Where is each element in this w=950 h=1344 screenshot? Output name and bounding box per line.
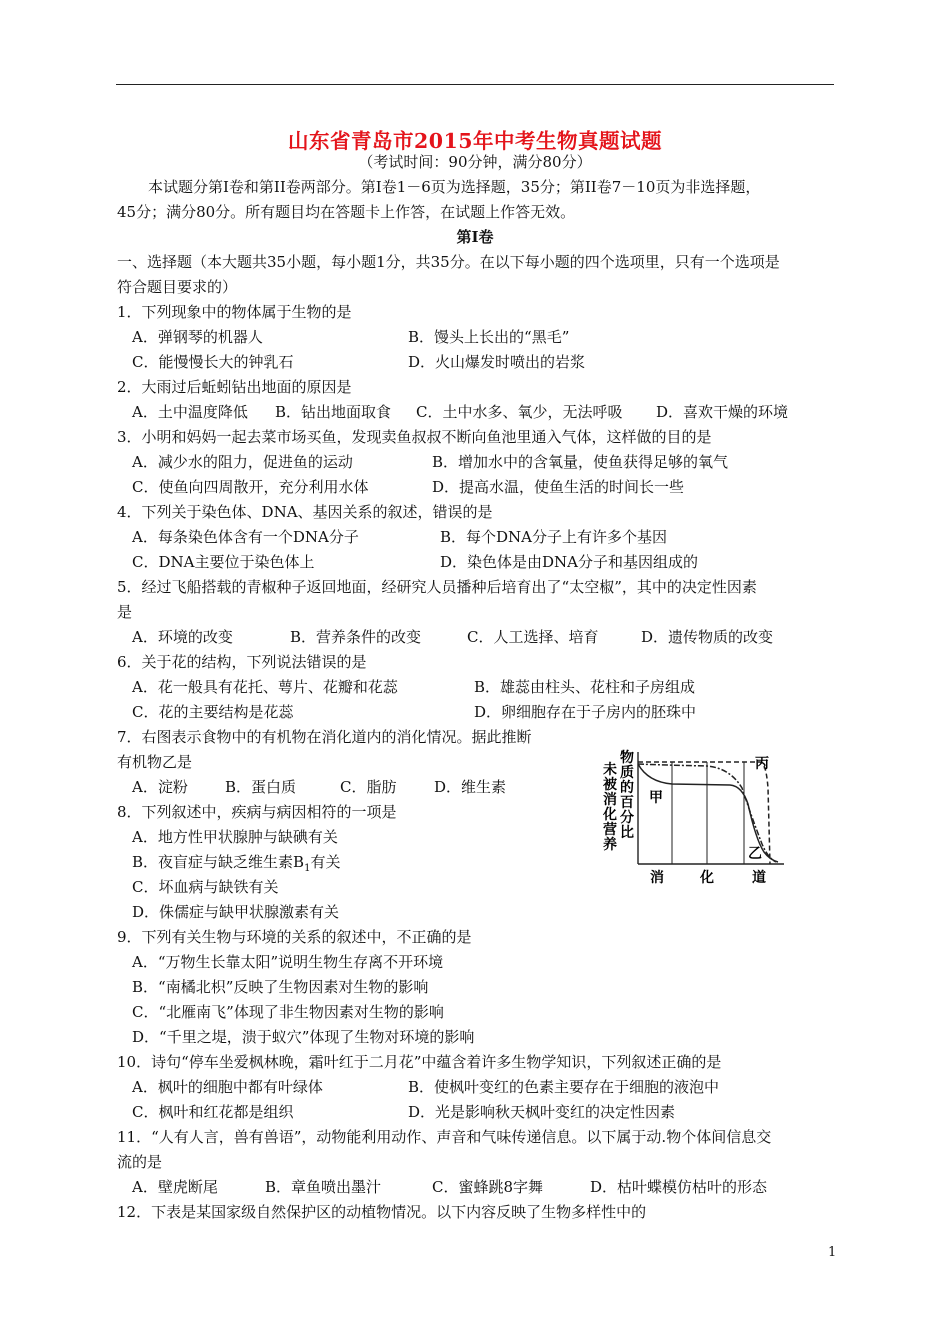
- ylabel-col1-chars: [602, 761, 618, 853]
- q5-option-d: D．遗传物质的改变: [641, 628, 774, 646]
- q10-option-a: A．枫叶的细胞中都有叶绿体: [132, 1078, 323, 1096]
- q1-stem: 1．下列现象中的物体属于生物的是: [117, 303, 352, 321]
- q3-option-b: B．增加水中的含氧量，使鱼获得足够的氧气: [432, 453, 729, 471]
- q5-stem-1: 5．经过飞船搭载的青椒种子返回地面，经研究人员播种后培育出了“太空椒”，其中的决定性因素: [117, 578, 757, 596]
- ycol1-char: 营: [603, 822, 617, 838]
- q5-stem-2: 是: [117, 603, 133, 621]
- q9-option-d: D．“千里之堤，溃于蚁穴”体现了生物对环境的影响: [132, 1028, 475, 1046]
- q1-option-d: D．火山爆发时喷出的岩浆: [408, 353, 586, 371]
- ycol2-char: 百: [620, 795, 634, 811]
- q7-option-d: D．维生素: [434, 778, 507, 796]
- page-number: 1: [828, 1245, 837, 1260]
- q11-option-b: B．章鱼喷出墨汁: [265, 1178, 382, 1196]
- q2-option-d: D．喜欢干燥的环境: [656, 403, 789, 421]
- q3-option-d: D．提高水温，使鱼生活的时间长一些: [432, 478, 685, 496]
- ylabel-col2-chars: [620, 749, 634, 841]
- q9-stem: 9．下列有关生物与环境的关系的叙述中，不正确的是: [117, 928, 472, 946]
- q11-option-c: C．蜜蜂跳8字舞: [432, 1178, 544, 1196]
- q10-option-b: B．使枫叶变红的色素主要存在于细胞的液泡中: [408, 1078, 720, 1096]
- q4-option-a: A．每条染色体含有一个DNA分子: [132, 528, 359, 546]
- ycol1-char: 化: [603, 807, 617, 823]
- section-heading: 第Ⅰ卷: [456, 228, 494, 246]
- exam-title: 山东省青岛市2015年中考生物真题试题: [287, 129, 663, 153]
- header-rule: [116, 84, 834, 85]
- q11-option-d: D．枯叶蝶模仿枯叶的形态: [590, 1178, 768, 1196]
- q9-option-a: A．“万物生长靠太阳”说明生物生存离不开环境: [132, 953, 444, 971]
- ycol1-char: 未: [603, 762, 617, 778]
- label-yi: 乙: [748, 846, 762, 862]
- part-instruction-1: 一、选择题（本大题共35小题，每小题1分，共35分。在以下每小题的四个选项里，只有一个选项是: [117, 253, 780, 271]
- q11-stem-2: 流的是: [117, 1153, 163, 1171]
- q4-option-b: B．每个DNA分子上有许多个基因: [440, 528, 668, 546]
- q7-option-a: A．淀粉: [132, 778, 188, 796]
- ycol1-char: 消: [603, 792, 617, 808]
- q8-option-c: C．坏血病与缺铁有关: [132, 878, 279, 896]
- q2-option-c: C．土中水多、氧少，无法呼吸: [416, 403, 623, 421]
- label-bing: 丙: [755, 756, 769, 772]
- xlabel-char-1: 消: [650, 870, 664, 886]
- q9-option-b: B．“南橘北枳”反映了生物因素对生物的影响: [132, 978, 429, 996]
- intro-line-2: 45分；满分80分。所有题目均在答题卡上作答，在试题上作答无效。: [117, 203, 576, 221]
- ycol2-char: 质: [620, 765, 634, 781]
- q8-option-b: [132, 852, 340, 879]
- q6-option-a: A．花一般具有花托、萼片、花瓣和花蕊: [132, 678, 398, 696]
- q7-stem-1: 7．右图表示食物中的有机物在消化道内的消化情况。据此推断: [117, 728, 532, 746]
- exam-subtitle: （考试时间：90分钟，满分80分）: [358, 153, 592, 171]
- q7-option-b: B．蛋白质: [225, 778, 297, 796]
- q8-option-b-pre: B．夜盲症与缺乏维生素B: [132, 853, 305, 871]
- q3-stem: 3．小明和妈妈一起去菜市场买鱼，发现卖鱼叔叔不断向鱼池里通入气体，这样做的目的是: [117, 428, 712, 446]
- intro-line-1: 本试题分第Ⅰ卷和第II卷两部分。第Ⅰ卷1－6页为选择题，35分；第II卷7－10页为非选择题，: [148, 178, 761, 196]
- q4-option-c: C．DNA主要位于染色体上: [132, 553, 315, 571]
- q6-option-c: C．花的主要结构是花蕊: [132, 703, 294, 721]
- xlabel-char-2: 化: [700, 870, 714, 886]
- q6-stem: 6．关于花的结构，下列说法错误的是: [117, 653, 367, 671]
- ycol2-char: 物: [620, 750, 634, 766]
- ycol2-char: 的: [620, 780, 634, 796]
- q5-option-c: C．人工选择、培育: [467, 628, 599, 646]
- q11-option-a: A．壁虎断尾: [132, 1178, 218, 1196]
- q7-option-c: C．脂肪: [340, 778, 397, 796]
- q1-option-a: A．弹钢琴的机器人: [132, 328, 263, 346]
- q11-stem-1: 11．“人有人言，兽有兽语”，动物能利用动作、声音和气味传递信息。以下属于动.物个体间信息交: [117, 1128, 772, 1146]
- q12-stem: 12．下表是某国家级自然保护区的动植物情况。以下内容反映了生物多样性中的: [117, 1203, 647, 1221]
- label-jia: 甲: [649, 790, 663, 806]
- xlabel-char-3: 道: [752, 870, 766, 886]
- digestion-chart: [600, 748, 790, 888]
- q2-option-b: B．钻出地面取食: [275, 403, 392, 421]
- q10-option-c: C．枫叶和红花都是组织: [132, 1103, 294, 1121]
- q6-option-b: B．雄蕊由柱头、花柱和子房组成: [474, 678, 696, 696]
- q4-option-d: D．染色体是由DNA分子和基因组成的: [440, 553, 699, 571]
- q8-option-b-post: 有关: [310, 853, 341, 871]
- ycol2-char: 分: [620, 810, 634, 826]
- q2-stem: 2．大雨过后蚯蚓钻出地面的原因是: [117, 378, 352, 396]
- part-instruction-2: 符合题目要求的）: [117, 278, 238, 296]
- q10-stem: 10．诗句“停车坐爱枫林晚，霜叶红于二月花”中蕴含着许多生物学知识，下列叙述正确的是: [117, 1053, 722, 1071]
- digestion-chart-svg: [600, 748, 790, 888]
- q8-option-b-sub: 1: [304, 863, 311, 874]
- q4-stem: 4．下列关于染色体、DNA、基因关系的叙述，错误的是: [117, 503, 493, 521]
- q2-option-a: A．土中温度降低: [132, 403, 248, 421]
- q7-stem-2: 有机物乙是: [117, 753, 193, 771]
- q8-option-a: A．地方性甲状腺肿与缺碘有关: [132, 828, 338, 846]
- q3-option-a: A．减少水的阻力，促进鱼的运动: [132, 453, 353, 471]
- q5-option-a: A．环境的改变: [132, 628, 233, 646]
- ycol2-char: 比: [620, 825, 634, 841]
- q8-stem: 8．下列叙述中，疾病与病因相符的一项是: [117, 803, 397, 821]
- q1-option-b: B．馒头上长出的“黑毛”: [408, 328, 570, 346]
- q10-option-d: D．光是影响秋天枫叶变红的决定性因素: [408, 1103, 676, 1121]
- q8-option-d: D．侏儒症与缺甲状腺激素有关: [132, 903, 340, 921]
- ycol1-char: 养: [603, 837, 617, 853]
- q1-option-c: C．能慢慢长大的钟乳石: [132, 353, 294, 371]
- q3-option-c: C．使鱼向四周散开，充分利用水体: [132, 478, 369, 496]
- q5-option-b: B．营养条件的改变: [290, 628, 422, 646]
- ycol1-char: 被: [603, 777, 617, 793]
- q9-option-c: C．“北雁南飞”体现了非生物因素对生物的影响: [132, 1003, 444, 1021]
- q6-option-d: D．卵细胞存在于子房内的胚珠中: [474, 703, 697, 721]
